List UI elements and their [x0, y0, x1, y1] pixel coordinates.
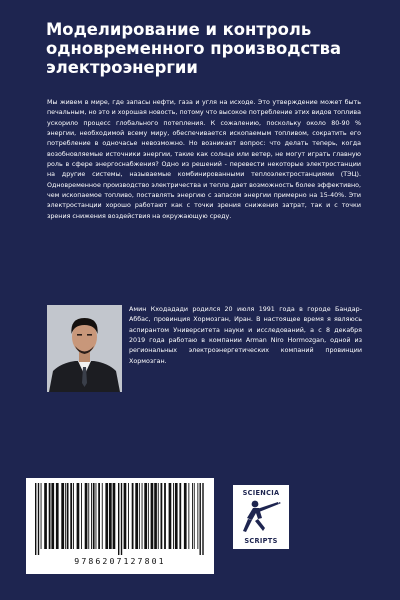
barcode-bar [139, 483, 140, 549]
barcode-bar [128, 483, 129, 549]
barcode-bar [98, 483, 100, 549]
barcode-bar [91, 483, 92, 549]
barcode-icon [34, 483, 206, 555]
book-title: Моделирование и контроль одновременного производства электроэнергии [46, 20, 342, 77]
barcode-bar [49, 483, 51, 549]
book-abstract: Мы живем в мире, где запасы нефти, газа и угля на исходе. Это утверждение может быть печальным, но это и хорошая новость, потому что высокое потребление этих видов топлива ускорило процесс глобального потепления. К сожалению, поскольку около 80-90 % энергии, необходимой всему миру, обеспечивается ископаемым топливом, сократить его потребление в одночасье невозможно. Но возникает вопрос: что делать теперь, когда возобновляемые источники энергии, такие как солнце или ветер, не могут играть главную роль в сфере энергоснабжения? Одно из решений - перевести некоторые электростанции на другие системы, называемые комбинированными теплоэлектростанциями (ТЭЦ). Одновременное производство электричества и тепла дает возможность более эффективно, чем ископаемое топливо, поставлять энергию с запасом энергии примерно на 15-40%. Эти электростанции хорошо работают как с точки зрения снижения затрат, так и с точки зрения снижения воздействия на окружающую среду. [47, 99, 361, 220]
barcode-bar [41, 483, 42, 549]
barcode-bar [135, 483, 138, 549]
barcode-bar [118, 483, 119, 555]
barcode-bar [192, 483, 193, 549]
barcode-bar [169, 483, 172, 549]
barcode-bar [200, 483, 201, 555]
barcode-bar [197, 483, 198, 549]
barcode-bar [67, 483, 69, 549]
barcode-bar [158, 483, 159, 549]
author-portrait-icon [47, 305, 122, 392]
barcode-bar [96, 483, 97, 549]
barcode-bar [124, 483, 127, 549]
barcode-bar [175, 483, 178, 549]
barcode-bar [184, 483, 187, 549]
barcode-bar [61, 483, 64, 549]
barcode-bar [81, 483, 82, 549]
barcode-bar [51, 483, 54, 549]
barcode-bar [77, 483, 80, 549]
barcode-bar [35, 483, 36, 555]
publisher-name-bottom: SCRIPTS [244, 537, 278, 545]
barcode-bar [121, 483, 122, 555]
barcode-bar [202, 483, 203, 555]
barcode-bar [56, 483, 59, 549]
barcode-bar [85, 483, 88, 549]
barcode-bar [93, 483, 95, 549]
barcode-bar [102, 483, 103, 549]
barcode-bar [173, 483, 174, 549]
barcode-bar [161, 483, 163, 549]
barcode-bar [194, 483, 195, 549]
barcode-bar [154, 483, 157, 549]
barcode-bar [142, 483, 143, 549]
barcode-bar [113, 483, 116, 549]
barcode-bar [164, 483, 166, 549]
barcode-bar [144, 483, 147, 549]
barcode-bar [188, 483, 189, 549]
barcode-bar [73, 483, 74, 549]
barcode-bar [109, 483, 112, 549]
barcode-bar [65, 483, 66, 549]
running-figure-with-pen-icon [241, 498, 281, 536]
barcode-bar [151, 483, 154, 549]
publisher-name-top: SCIENCIA [242, 489, 280, 497]
barcode-bar [132, 483, 134, 549]
barcode-bar [70, 483, 72, 549]
barcode-bar [105, 483, 108, 549]
barcode-bar [88, 483, 89, 549]
author-bio: Амин Кходадади родился 20 июля 1991 года в городе Бандар-Аббас, провинция Хормозган, Иран. В настоящее время я являюсь аспирантом Университета науки и исследований, а с 8 декабря 2019 года работаю в компании Arman Niro Hormozgan, одной из региональных электроэнергетических компаний провинции Хормозган. [129, 306, 362, 365]
barcode-bar [44, 483, 47, 549]
barcode-bar [179, 483, 181, 549]
isbn-number: 9786207127801 [74, 556, 166, 566]
publisher-logo [233, 485, 289, 549]
barcode [26, 478, 214, 574]
barcode-bar [38, 483, 39, 555]
barcode-bar [148, 483, 149, 549]
